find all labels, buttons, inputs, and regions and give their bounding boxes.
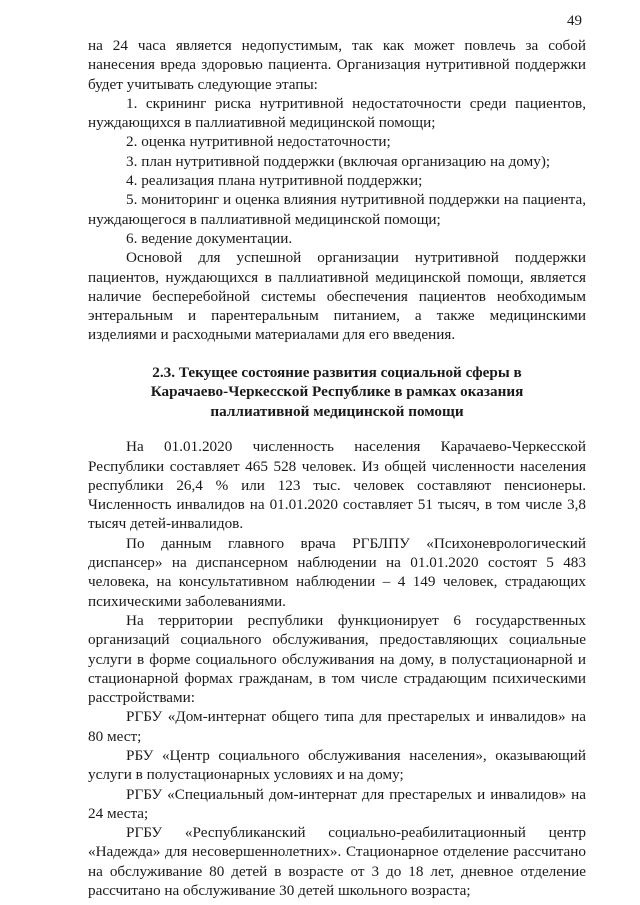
section-heading: [88, 363, 586, 422]
paragraph-continuation: на 24 часа является недопустимым, так как может повлечь за собой нанесения вреда здоровью пациента. Организация нутритивной поддержки будет учитывать следующие этапы:: [88, 37, 586, 93]
paragraph-org-2: РБУ «Центр социального обслуживания населения», оказывающий услуги в полустационарных условиях и на дому;: [88, 747, 586, 784]
paragraph-org-4: РГБУ «Республиканский социально-реабилитационный центр «Надежда» для несовершеннолетних». Стационарное отделение рассчитано на обслуживание 80 детей в возрасте от 3 до 18 лет, дневное отделение рассчитано на обслуживание 30 детей школьного возраста;: [88, 824, 586, 900]
list-item-step-2: 2. оценка нутритивной недостаточности;: [126, 133, 391, 151]
list-item-step-3: 3. план нутритивной поддержки (включая организацию на дому);: [126, 152, 551, 170]
list-item-step-1: 1. скрининг риска нутритивной недостаточности среди пациентов, нуждающихся в паллиативной медицинской помощи;: [88, 94, 586, 132]
page-number: 49: [567, 13, 582, 29]
list-item-step-6: 6. ведение документации.: [126, 229, 293, 247]
paragraph-org-1: РГБУ «Дом-интернат общего типа для престарелых и инвалидов» на 80 мест;: [88, 708, 586, 745]
page-body: [88, 36, 586, 900]
list-item-step-5: 5. мониторинг и оценка влияния нутритивной поддержки на пациента, нуждающегося в паллиативной медицинской помощи;: [88, 191, 586, 228]
section-heading-line: паллиативной медицинской помощи: [210, 402, 464, 420]
section-heading-line: Карачаево-Черкесской Республике в рамках оказания: [150, 383, 524, 401]
paragraph-nutrition-basis: Основой для успешной организации нутритивной поддержки пациентов, нуждающихся в паллиативной медицинской помощи, является наличие бесперебойной системы обеспечения пациентов необходимым энтеральным и парентеральным питанием, а также медицинскими изделиями и расходными материалами для его введения.: [88, 249, 586, 344]
paragraph-org-3: РГБУ «Специальный дом-интернат для престарелых и инвалидов» на 24 места;: [88, 785, 586, 822]
section-heading-line: 2.3. Текущее состояние развития социальной сферы в: [152, 363, 522, 381]
paragraph-population: На 01.01.2020 численность населения Карачаево-Черкесской Республики составляет 465 528 человек. Из общей численности населения республики 26,4 % или 123 тыс. человек составляют пенсионеры. Численность инвалидов на 01.01.2020 составляет 51 тысяч, в том числе 3,8 тысяч детей-инвалидов.: [88, 438, 586, 533]
paragraph-dispensary: По данным главного врача РГБЛПУ «Психоневрологический диспансер» на диспансерном наблюдении на 01.01.2020 состоят 5 483 человека, на консультативном наблюдении – 4 149 человек, страдающих психическими заболеваниями.: [88, 534, 586, 610]
paragraph-organizations: На территории республики функционирует 6 государственных организаций социального обслуживания, предоставляющих социальные услуги в форме социального обслуживания на дому, в полустационарной и стационарной формах гражданам, в том числе страдающим психическими расстройствами:: [88, 611, 586, 707]
list-item-step-4: 4. реализация плана нутритивной поддержки;: [126, 172, 423, 190]
